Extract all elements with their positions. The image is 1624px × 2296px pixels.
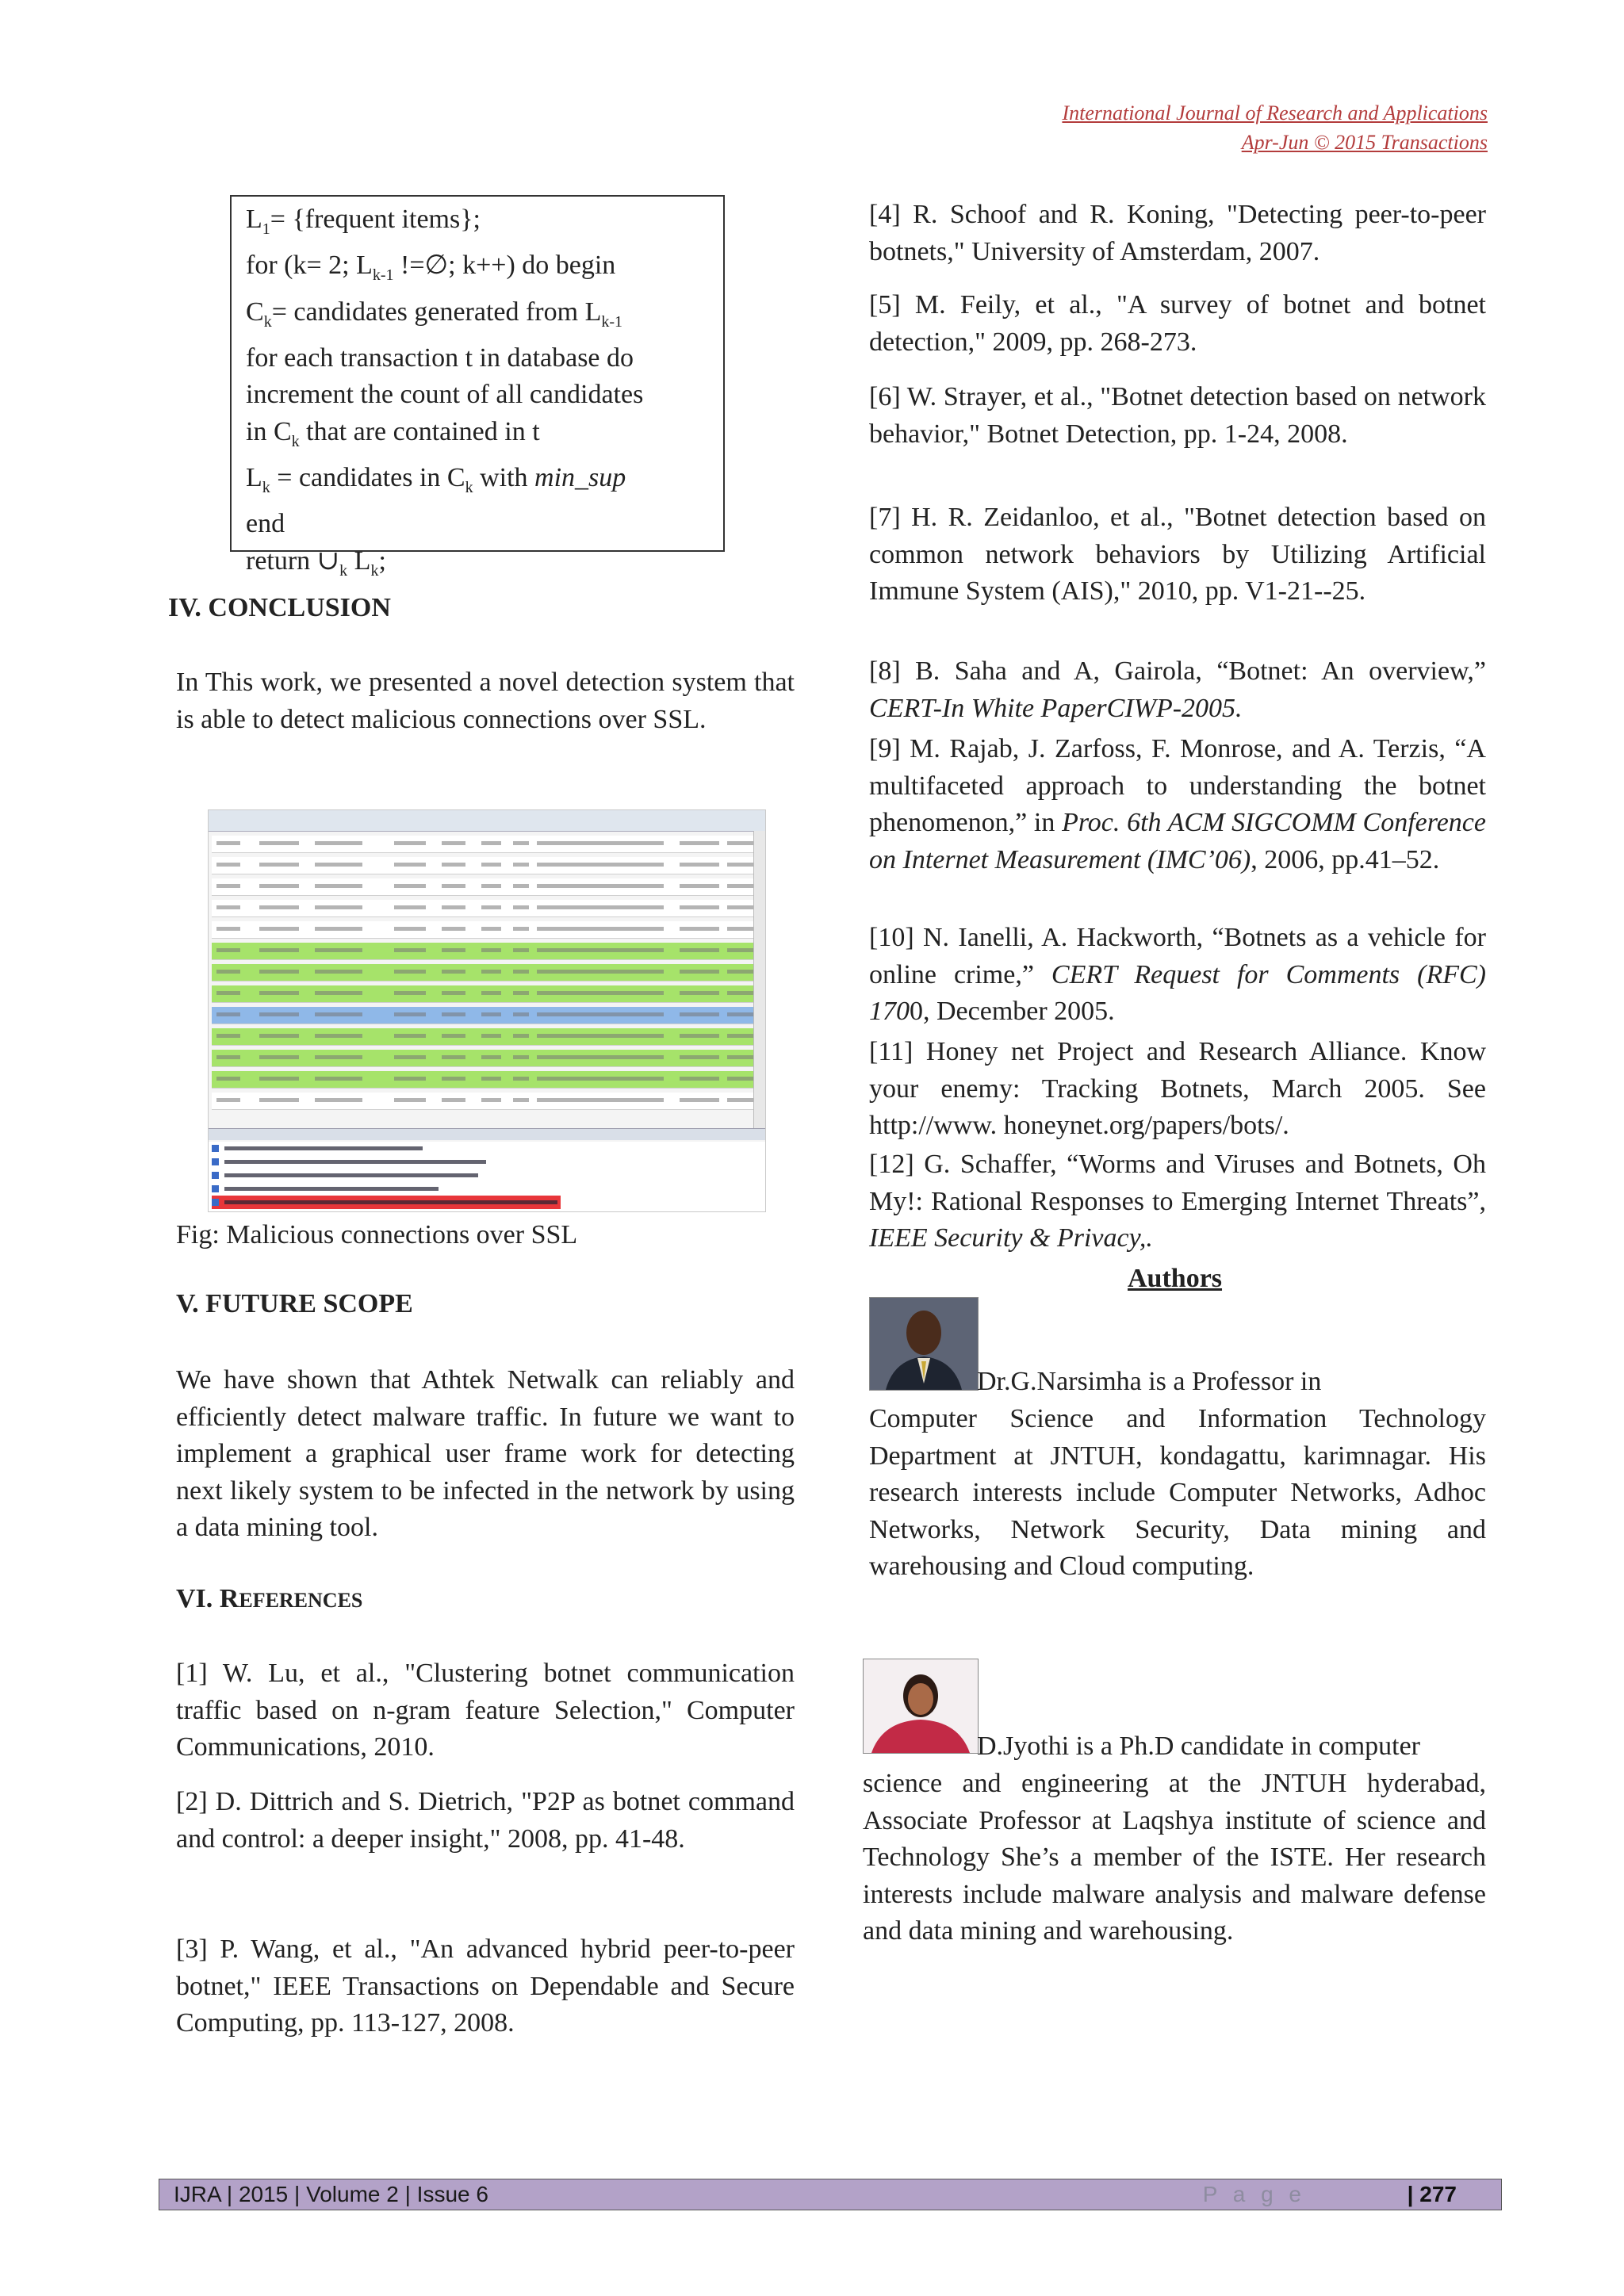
packet-cell-text — [680, 1012, 719, 1016]
conclusion-text: In This work, we presented a novel detection system that is able to detect malicious connections over SSL. — [176, 668, 795, 734]
packet-cell-text — [394, 970, 426, 974]
packet-cell-text — [315, 884, 362, 888]
packet-cell-text — [216, 927, 240, 931]
packet-cell-text — [537, 1077, 664, 1081]
packet-cell-text — [537, 863, 664, 867]
expand-tree-icon[interactable] — [212, 1199, 219, 1206]
packet-cell-text — [259, 884, 299, 888]
packet-cell-text — [394, 1034, 426, 1038]
packet-row[interactable] — [212, 1050, 760, 1067]
packet-cell-text — [216, 1055, 240, 1059]
algo-line: increment the count of all candidates — [246, 380, 644, 410]
packet-row[interactable] — [212, 857, 760, 874]
packet-cell-text — [481, 1077, 501, 1081]
packet-cell-text — [513, 927, 529, 931]
packet-cell-text — [680, 863, 719, 867]
algo-line: $L_k$ = candidates in $C_k$ with min_sup — [246, 463, 626, 496]
packet-cell-text — [394, 948, 426, 952]
reference-12: [12] G. Schaffer, “Worms and Viruses and Botnets, Oh My!: Rational Responses to Emerging Internet Threats”, IEEE Security & Privacy,. — [869, 1150, 1486, 1253]
journal-title[interactable]: International Journal of Research and Applications — [1062, 101, 1488, 124]
packet-cell-text — [259, 841, 299, 845]
reference-10: [10] N. Ianelli, A. Hackworth, “Botnets as a vehicle for online crime,” CERT Request for Comments (RFC) 1700, December 2005. — [869, 923, 1486, 1026]
packet-cell-text — [259, 1077, 299, 1081]
packet-cell-text — [216, 1098, 240, 1102]
packet-cell-text — [537, 927, 664, 931]
packet-cell-text — [394, 1098, 426, 1102]
expand-tree-icon[interactable] — [212, 1158, 219, 1165]
reference-11: [11] Honey net Project and Research Alliance. Know your enemy: Tracking Botnets, March 2005. See http://www. honeynet.org/papers/bots/. — [869, 1037, 1486, 1140]
packet-cell-text — [442, 841, 465, 845]
figure-caption: Fig: Malicious connections over SSL — [176, 1220, 578, 1249]
packet-list-header — [209, 810, 765, 832]
packet-cell-text — [481, 863, 501, 867]
packet-cell-text — [513, 1012, 529, 1016]
apriori-algorithm-box — [230, 195, 725, 580]
packet-cell-text — [513, 1098, 529, 1102]
packet-row[interactable] — [212, 1071, 760, 1089]
packet-row[interactable] — [212, 878, 760, 896]
packet-cell-text — [315, 970, 362, 974]
packet-cell-text — [216, 1077, 240, 1081]
packet-row[interactable] — [212, 964, 760, 982]
packet-cell-text — [680, 1055, 719, 1059]
packet-cell-text — [394, 927, 426, 931]
packet-capture-screenshot — [208, 809, 766, 1212]
packet-row[interactable] — [212, 836, 760, 853]
packet-cell-text — [727, 1055, 754, 1059]
packet-cell-text — [315, 863, 362, 867]
packet-cell-text — [315, 1077, 362, 1081]
packet-cell-text — [513, 1055, 529, 1059]
packet-cell-text — [216, 863, 240, 867]
packet-cell-text — [442, 1077, 465, 1081]
packet-cell-text — [442, 884, 465, 888]
packet-cell-text — [216, 841, 240, 845]
packet-cell-text — [537, 841, 664, 845]
packet-cell-text — [680, 1098, 719, 1102]
packet-detail-text — [224, 1173, 478, 1177]
packet-row[interactable] — [212, 1093, 760, 1110]
packet-detail-line[interactable] — [212, 1142, 426, 1155]
packet-cell-text — [315, 1098, 362, 1102]
packet-cell-text — [315, 927, 362, 931]
packet-cell-text — [481, 905, 501, 909]
packet-cell-text — [315, 991, 362, 995]
reference-9: [9] M. Rajab, J. Zarfoss, F. Monrose, and A. Terzis, “A multifaceted approach to understanding the botnet phenomenon,” in Proc. 6th ACM SIGCOMM Conference on Internet Measurement (IMC’06), 2006, pp.41–52. — [869, 734, 1486, 874]
reference-1: [1] W. Lu, et al., "Clustering botnet communication traffic based on n-gram feature Selection," Computer Communications, 2010. — [176, 1659, 795, 1762]
algo-line: $C_k=$ candidates generated from $L_{k-1}$ — [246, 297, 623, 331]
packet-cell-text — [259, 1055, 299, 1059]
packet-cell-text — [394, 863, 426, 867]
packet-cell-text — [680, 884, 719, 888]
packet-detail-text — [224, 1187, 439, 1191]
packet-cell-text — [442, 1055, 465, 1059]
packet-detail-line[interactable] — [212, 1155, 489, 1169]
packet-row[interactable] — [212, 900, 760, 917]
packet-cell-text — [727, 841, 754, 845]
packet-cell-text — [442, 991, 465, 995]
author2-bio: science and engineering at the JNTUH hyderabad, Associate Professor at Laqshya institute of science and Technology She’s a member of the ISTE. Her research interests include malware analysis and malware defense and data mining and warehousing. — [863, 1769, 1486, 1946]
packet-cell-text — [680, 905, 719, 909]
algo-line: for each transaction t in database do — [246, 342, 634, 373]
algo-line: end — [246, 509, 285, 539]
footer-page-label: P a g e — [1202, 2182, 1306, 2206]
packet-cell-text — [481, 970, 501, 974]
authors-heading: Authors — [1128, 1264, 1223, 1293]
packet-cell-text — [259, 1034, 299, 1038]
packet-cell-text — [481, 1012, 501, 1016]
packet-cell-text — [727, 863, 754, 867]
packet-cell-text — [727, 970, 754, 974]
packet-cell-text — [537, 884, 664, 888]
packet-cell-text — [442, 948, 465, 952]
future-scope-text: We have shown that Athtek Netwalk can reliably and efficiently detect malware traffic. In future we want to implement a graphical user frame work for detecting next likely system to be infected in the network by using a data mining tool. — [176, 1365, 795, 1542]
page-footer — [159, 2179, 1502, 2210]
packet-cell-text — [513, 841, 529, 845]
packet-cell-text — [727, 905, 754, 909]
packet-cell-text — [481, 884, 501, 888]
journal-issue[interactable]: Apr-Jun © 2015 Transactions — [1241, 131, 1488, 154]
packet-cell-text — [680, 948, 719, 952]
packet-cell-text — [259, 970, 299, 974]
packet-cell-text — [315, 948, 362, 952]
packet-cell-text — [680, 1077, 719, 1081]
packet-cell-text — [727, 1077, 754, 1081]
future-scope-heading: V. FUTURE SCOPE — [176, 1289, 413, 1318]
packet-cell-text — [727, 948, 754, 952]
packet-cell-text — [259, 948, 299, 952]
packet-cell-text — [442, 970, 465, 974]
expand-tree-icon[interactable] — [212, 1145, 219, 1152]
packet-cell-text — [442, 927, 465, 931]
author2-first-line: D.Jyothi is a Ph.D candidate in computer — [977, 1732, 1421, 1761]
packet-detail-line[interactable] — [212, 1196, 561, 1209]
packet-cell-text — [315, 1012, 362, 1016]
packet-cell-text — [513, 863, 529, 867]
packet-cell-text — [216, 991, 240, 995]
reference-3: [3] P. Wang, et al., "An advanced hybrid peer-to-peer botnet," IEEE Transactions on Dependable and Secure Computing, pp. 113-127, 2008. — [176, 1934, 795, 2038]
author1-bio: Computer Science and Information Technology Department at JNTUH, kondagattu, karimnagar. His research interests include Computer Networks, Adhoc Networks, Network Security, Data mining and warehousing and Cloud computing. — [869, 1404, 1486, 1581]
packet-cell-text — [513, 1077, 529, 1081]
packet-cell-text — [680, 991, 719, 995]
packet-cell-text — [216, 1012, 240, 1016]
packet-cell-text — [394, 841, 426, 845]
packet-cell-text — [259, 1012, 299, 1016]
packet-detail-text — [224, 1160, 486, 1164]
reference-6: [6] W. Strayer, et al., "Botnet detection based on network behavior," Botnet Detection, pp. 1-24, 2008. — [869, 382, 1486, 449]
packet-cell-text — [259, 863, 299, 867]
reference-8: [8] B. Saha and A, Gairola, “Botnet: An overview,” CERT-In White PaperCIWP-2005. — [869, 656, 1486, 723]
horizontal-scrollbar — [209, 1128, 765, 1140]
packet-cell-text — [394, 1012, 426, 1016]
packet-cell-text — [727, 884, 754, 888]
packet-cell-text — [216, 1034, 240, 1038]
references-heading: VI. REFERENCES — [176, 1584, 363, 1613]
packet-cell-text — [513, 970, 529, 974]
packet-detail-text — [224, 1200, 557, 1204]
packet-cell-text — [442, 1098, 465, 1102]
algo-line: $L_1=$ {frequent items}; — [246, 205, 481, 238]
author-photo-jyothi — [863, 1659, 979, 1754]
packet-cell-text — [259, 991, 299, 995]
author-photo-narsimha — [869, 1297, 979, 1391]
packet-detail-pane — [209, 1142, 765, 1211]
packet-cell-text — [481, 841, 501, 845]
packet-cell-text — [394, 884, 426, 888]
packet-cell-text — [537, 1098, 664, 1102]
reference-2: [2] D. Dittrich and S. Dietrich, "P2P as botnet command and control: a deeper insight," 2008, pp. 41-48. — [176, 1787, 795, 1854]
packet-cell-text — [513, 884, 529, 888]
packet-row[interactable] — [212, 985, 760, 1003]
packet-cell-text — [259, 905, 299, 909]
packet-cell-text — [442, 905, 465, 909]
packet-cell-text — [537, 1012, 664, 1016]
packet-cell-text — [216, 948, 240, 952]
reference-4: [4] R. Schoof and R. Koning, "Detecting peer-to-peer botnets," University of Amsterdam, 2007. — [869, 200, 1486, 266]
packet-cell-text — [680, 1034, 719, 1038]
packet-cell-text — [259, 927, 299, 931]
packet-cell-text — [727, 927, 754, 931]
packet-cell-text — [481, 948, 501, 952]
packet-cell-text — [394, 991, 426, 995]
packet-cell-text — [513, 948, 529, 952]
packet-cell-text — [537, 991, 664, 995]
footer-journal-info: IJRA | 2015 | Volume 2 | Issue 6 — [174, 2182, 488, 2206]
reference-7: [7] H. R. Zeidanloo, et al., "Botnet detection based on common network behaviors by Utilizing Artificial Immune System (AIS)," 2010, pp. V1-21--25. — [869, 503, 1486, 606]
packet-cell-text — [259, 1098, 299, 1102]
footer-page-number: | 277 — [1407, 2182, 1457, 2206]
packet-cell-text — [727, 1012, 754, 1016]
packet-cell-text — [315, 905, 362, 909]
algo-line: return $\cup_k$ $L_k$; — [246, 545, 386, 580]
packet-cell-text — [537, 1034, 664, 1038]
packet-cell-text — [442, 863, 465, 867]
packet-cell-text — [513, 991, 529, 995]
algo-line: in $C_k$ that are contained in t — [246, 416, 540, 450]
packet-detail-line[interactable] — [212, 1182, 442, 1196]
packet-cell-text — [394, 905, 426, 909]
packet-cell-text — [216, 884, 240, 888]
expand-tree-icon[interactable] — [212, 1185, 219, 1192]
packet-cell-text — [315, 1034, 362, 1038]
packet-cell-text — [481, 927, 501, 931]
packet-cell-text — [537, 905, 664, 909]
algo-line: for (k= 2; $L_{k-1}$ !=∅; k++) do begin — [246, 251, 616, 285]
author-portrait-icon — [864, 1659, 978, 1753]
packet-cell-text — [537, 948, 664, 952]
packet-cell-text — [394, 1077, 426, 1081]
packet-cell-text — [481, 1098, 501, 1102]
author1-first-line: Dr.G.Narsimha is a Professor in — [977, 1367, 1322, 1396]
packet-row[interactable] — [212, 921, 760, 939]
packet-cell-text — [513, 1034, 529, 1038]
packet-detail-line[interactable] — [212, 1169, 481, 1182]
packet-cell-text — [537, 1055, 664, 1059]
packet-cell-text — [680, 970, 719, 974]
packet-cell-text — [680, 841, 719, 845]
packet-cell-text — [727, 991, 754, 995]
packet-cell-text — [727, 1098, 754, 1102]
packet-detail-text — [224, 1146, 423, 1150]
packet-cell-text — [442, 1034, 465, 1038]
author-portrait-icon — [870, 1298, 978, 1390]
packet-cell-text — [513, 905, 529, 909]
packet-cell-text — [481, 1055, 501, 1059]
packet-row[interactable] — [212, 1028, 760, 1046]
packet-cell-text — [680, 927, 719, 931]
journal-header — [1062, 98, 1488, 157]
packet-cell-text — [315, 841, 362, 845]
reference-5: [5] M. Feily, et al., "A survey of botnet and botnet detection," 2009, pp. 268-273. — [869, 290, 1486, 357]
packet-cell-text — [481, 991, 501, 995]
packet-cell-text — [216, 970, 240, 974]
packet-cell-text — [727, 1034, 754, 1038]
conclusion-heading: IV. CONCLUSION — [168, 593, 391, 622]
packet-cell-text — [537, 970, 664, 974]
packet-row[interactable] — [212, 943, 760, 960]
packet-row[interactable] — [212, 1007, 760, 1024]
packet-cell-text — [394, 1055, 426, 1059]
scrollbar — [753, 831, 765, 1128]
packet-cell-text — [315, 1055, 362, 1059]
expand-tree-icon[interactable] — [212, 1172, 219, 1179]
packet-cell-text — [481, 1034, 501, 1038]
packet-cell-text — [216, 905, 240, 909]
packet-cell-text — [442, 1012, 465, 1016]
